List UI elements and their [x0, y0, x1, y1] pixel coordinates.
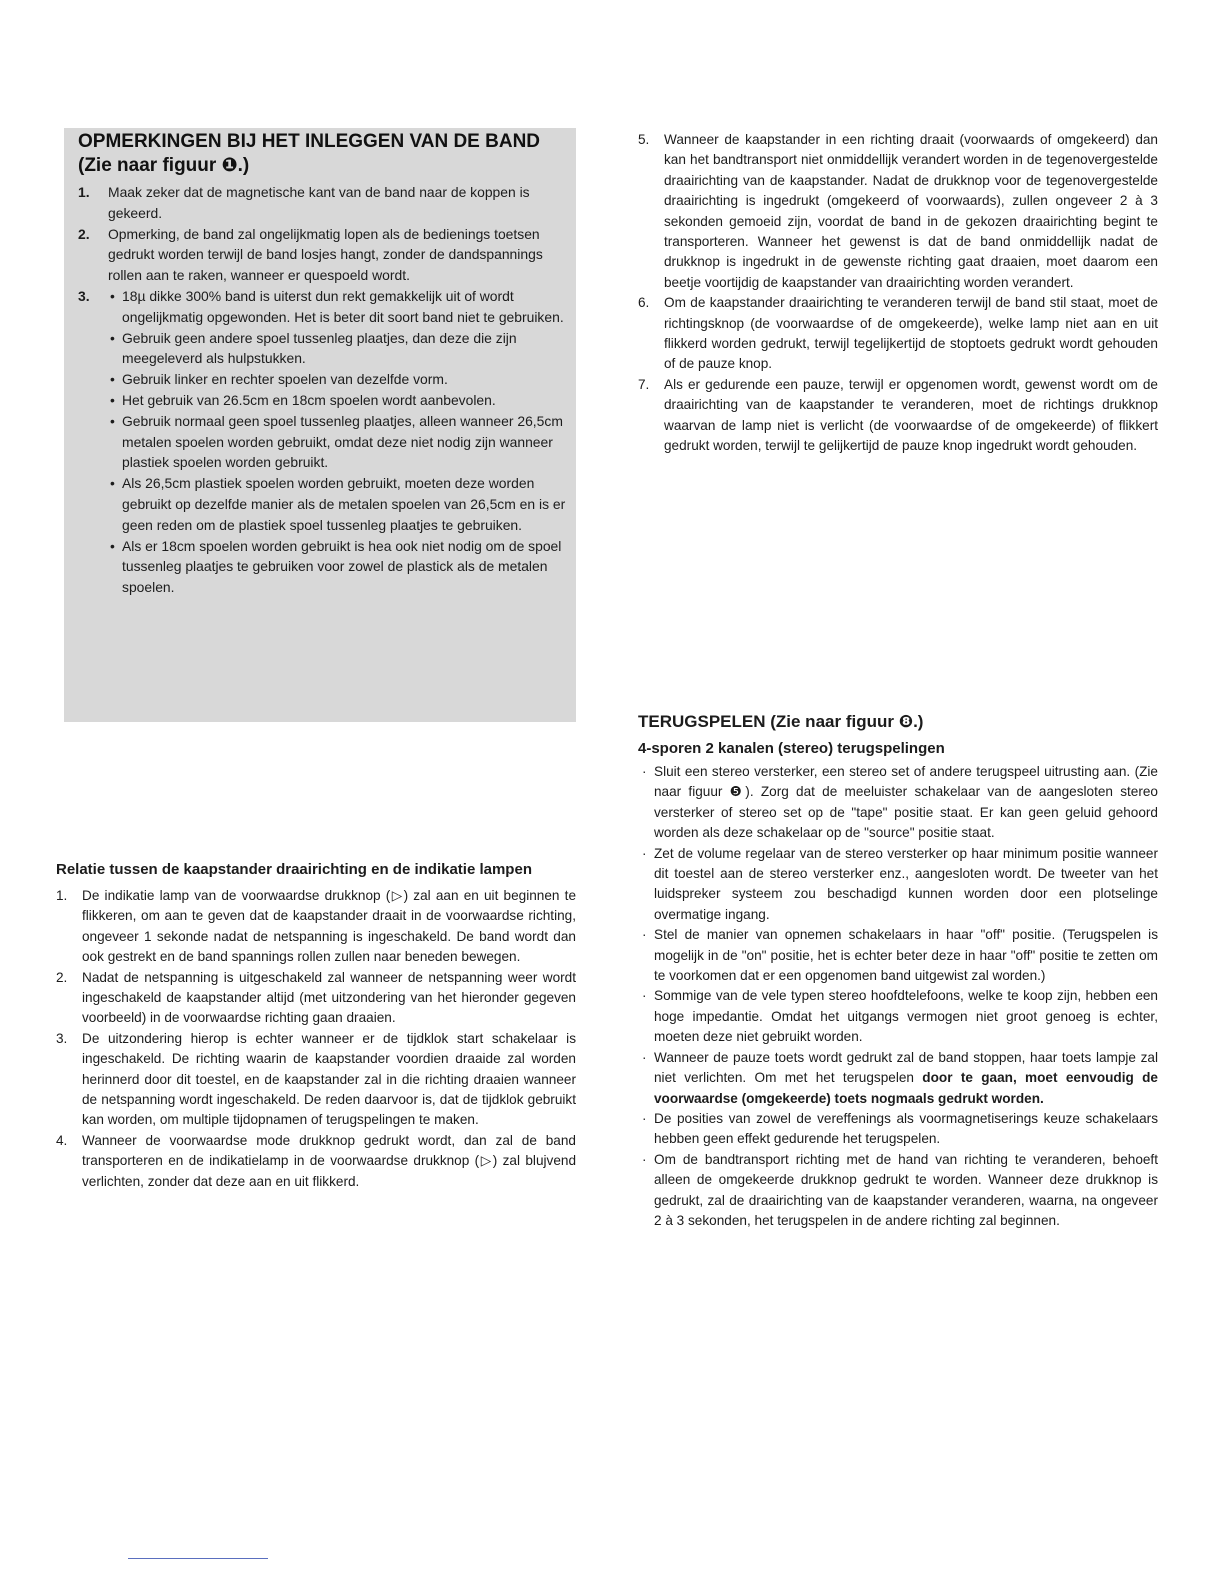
item-number: 1.: [78, 184, 90, 200]
notes-list: [78, 182, 568, 598]
bullet-item: [638, 986, 1158, 1047]
bullet-text: Sluit een stereo versterker, een stereo set of andere terugspeel uitrusting aan. (Zie naar figuur ❺). Zorg dat de meeluister schakelaar van de aangesloten stereo versterker of stereo set op de "tape" positie staat. Er kan geen geluid gehoord worden als deze schakelaar op de "source" positie staat.: [654, 764, 1158, 841]
item-number: 2.: [56, 969, 68, 985]
bullet-text: Om de bandtransport richting met de hand van richting te veranderen, behoeft alleen de omgekeerde drukknop gedrukt te worden. Wanneer deze drukknop is gedrukt, zal de draairichting van de kaapstander veranderen, waarna, na ongeveer 2 à 3 sekonden, het terugspelen in de andere richting zal beginnen.: [654, 1151, 1158, 1228]
bullet-item: [638, 925, 1158, 986]
relatie-title: Relatie tussen de kaapstander draairichting en de indikatie lampen: [56, 861, 532, 878]
item-text: Wanneer de voorwaardse mode drukknop gedrukt wordt, dan zal de band transporteren en de indikatielamp in de voorwaardse drukknop (▷) zal blujvend verlichten, zonder dat deze aan en uit flikkerd.: [82, 1132, 576, 1189]
notes-box: [64, 128, 576, 722]
item-text: De uitzondering hierop is echter wanneer er de tijdklok start schakelaar is ingeschakeld. De richting waarin de kaapstander voordien draaide zal worden herinnerd door dit toestel, en de kaapstander zal in die richting draaien wanneer de netspanning wordt ingeschakeld. De reden daarvoor is, dat de tijdklok gebruikt kan worden, om multiple tijdopnamen of terugspelingen te maken.: [82, 1030, 576, 1128]
item-number: 4.: [56, 1132, 68, 1148]
terugspelen-subtitle: 4-sporen 2 kanalen (stereo) terugspelingen: [638, 740, 945, 757]
list-item: [78, 286, 568, 598]
bullet-item: [108, 328, 568, 370]
bullet-icon: ·: [642, 845, 647, 861]
item-number: 2.: [78, 225, 90, 242]
list-item: [638, 293, 1158, 375]
relatie-section: [56, 858, 576, 1192]
bullet-text: Stel de manier van opnemen schakelaars in haar "off" positie. (Terugspelen is mogelijk in de "on" positie, het is echter beter deze in haar "off" positie te zetten om te voorkomen dat er een opgenomen band uitgewist zal worden.): [654, 927, 1158, 984]
bullet-icon: •: [110, 329, 115, 346]
bullet-item: [108, 286, 568, 328]
footer-rule: [128, 1558, 268, 1559]
bullet-text: Gebruik linker en rechter spoelen van dezelfde vorm.: [122, 371, 448, 388]
bullet-bold-text: door te gaan, moet eenvoudig de voorwaardse (omgekeerde) toets nogmaals gedrukt worden.: [654, 1070, 1158, 1106]
bullet-item: [108, 473, 568, 535]
item-text: Wanneer de kaapstander in een richting draait (voorwaards of omgekeerd) dan kan het bandtransport niet onmiddellijk verandert worden in de tegenovergestelde draairichting van de kaapstander. Nadat de drukknop voor de tegenovergestelde draairichting is ingedrukt (omgekeerd of voorwaards), zullen ongeveer 2 à 3 sekonden gemoeid zijn, voordat de band in de gekozen draairichting begint te transporteren. Wanneer het gewenst is dat de band onmiddellijk nadat de drukknop is ingedrukt in de gewenste richting gaat draaien, moet daarom een beetje voortijdig de kaapstander van draairichting worden verandert.: [664, 132, 1158, 290]
bullet-icon: •: [110, 475, 115, 492]
bullet-item: [108, 411, 568, 473]
relatie-list: [56, 886, 576, 1192]
list-item: [56, 1131, 576, 1192]
bullet-icon: •: [110, 537, 115, 554]
item-text: Als er gedurende een pauze, terwijl er opgenomen wordt, gewenst wordt om de draairichting van de kaapstander te veranderen, moet de richtings drukknop waarvan de lamp niet is verlicht (de voorwaardse of de omgekeerde) of flikkert gedrukt worden, terwijl te gelijkertijd de pauze knop ingedrukt wordt gehouden.: [664, 376, 1158, 454]
list-item: [638, 375, 1158, 457]
bullet-text: Sommige van de vele typen stereo hoofdtelefoons, welke te koop zijn, hebben een hoge impedantie. Omdat het uitgangs vermogen niet groot genoeg is echter, moeten deze niet gebruikt worden.: [654, 988, 1158, 1045]
item-text: De indikatie lamp van de voorwaardse drukknop (▷) zal aan en uit beginnen te flikkeren, om aan te geven dat de kaapstander draait in de voorwaardse richting, ongeveer 1 sekonde nadat de netspanning is ingeschakeld. De band wordt dan ook gestrekt en de band spannings rollen zullen naar beneden bewegen.: [82, 888, 576, 965]
item-text: Om de kaapstander draairichting te veranderen terwijl de band stil staat, moet de richtingsknop (de voorwaardse of de omgekeerde), welke lamp niet aan en uit flikkerd worden gedrukt, terwijl tegelijkertijd de stoptoets gedrukt wordt gehouden of de pauze knop.: [664, 295, 1158, 372]
bullet-text: Zet de volume regelaar van de stereo versterker op haar minimum positie wanneer dit toestel aan de stereo versterker enz., aangesloten wordt. De tweeter van het luidspreker systeem zou beschadigd kunnen worden door een plotselinge overmatige ingang.: [654, 845, 1158, 922]
item-text: Nadat de netspanning is uitgeschakeld zal wanneer de netspanning weer wordt ingeschakeld de kaapstander altijd (met uitzondering van het hieronder gegeven voorbeeld) in de voorwaardse richting gaan draaien.: [82, 969, 576, 1026]
bullet-icon: ·: [642, 1110, 647, 1126]
item-text: Opmerking, de band zal ongelijkmatig lopen als de bedienings toetsen gedrukt worden terwijl de band losjes hangt, zonder de dandspannings rollen aan te raken, wanneer er quespoeld wordt.: [108, 225, 543, 284]
item-number: 5.: [638, 132, 650, 147]
bullet-item: [638, 844, 1158, 926]
bullet-icon: ·: [642, 988, 647, 1004]
bullet-item: [108, 369, 568, 390]
bullet-text: 18µ dikke 300% band is uiterst dun rekt gemakkelijk uit of wordt ongelijkmatig opgewonden. Het is beter dit soort band niet te gebruiken.: [122, 287, 564, 325]
bullet-icon: ·: [642, 1049, 647, 1065]
bullet-item: [638, 762, 1158, 844]
terugspelen-section: [638, 710, 1158, 1231]
bullet-icon: ·: [642, 1151, 647, 1167]
bullet-text: Gebruik normaal geen spoel tussenleg plaatjes, alleen wanneer 26,5cm metalen spoelen worden gebruikt, omdat deze niet nodig zijn wanneer plastiek spoelen worden gebruikt.: [122, 412, 563, 471]
bullet-item: [638, 1048, 1158, 1109]
bullet-text: De posities van zowel de vereffenings als voormagnetiserings keuze schakelaars hebben geen effekt gedurende het terugspelen.: [654, 1110, 1158, 1147]
bullet-item: [108, 390, 568, 411]
item-text: Maak zeker dat de magnetische kant van de band naar de koppen is gekeerd.: [108, 184, 530, 221]
bullet-item: [108, 536, 568, 598]
bullet-text: Gebruik geen andere spoel tussenleg plaatjes, dan deze die zijn meegeleverd als hulpstukken.: [122, 329, 517, 367]
bullet-icon: •: [110, 391, 115, 408]
bullet-text: Wanneer de pauze toets wordt gedrukt zal de band stoppen, haar toets lampje zal niet verlichten. Om met het terugspelen: [654, 1049, 1158, 1086]
list-item: [638, 130, 1158, 293]
bullet-item: [638, 1109, 1158, 1150]
bullet-icon: ·: [642, 927, 647, 943]
list-item: [56, 1029, 576, 1131]
list-item: [56, 968, 576, 1029]
continued-list: [638, 130, 1158, 457]
notes-title: OPMERKINGEN BIJ HET INLEGGEN VAN DE BAND (Zie naar figuur ❶.): [78, 131, 541, 176]
item-number: 3.: [56, 1030, 68, 1046]
bullet-item: [638, 1150, 1158, 1232]
item-number: 1.: [56, 888, 68, 903]
bullet-icon: •: [110, 412, 115, 429]
bullet-icon: •: [110, 287, 115, 304]
bullet-text: Het gebruik van 26.5cm en 18cm spoelen wordt aanbevolen.: [122, 391, 496, 408]
list-item: [56, 886, 576, 968]
list-item: [78, 224, 568, 286]
bullet-icon: ·: [642, 764, 647, 779]
item-number: 7.: [638, 376, 650, 392]
bullet-icon: •: [110, 371, 115, 388]
bullet-text: Als 26,5cm plastiek spoelen worden gebruikt, moeten deze worden gebruikt op dezelfde manier als de metalen spoelen van 26,5cm en is er geen reden om de plastiek spoel tussenleg plaatjes te gebruiken.: [122, 475, 566, 533]
terugspelen-title: TERUGSPELEN (Zie naar figuur ❽.): [638, 712, 924, 731]
item-number: 6.: [638, 295, 650, 311]
terugspelen-list: [638, 762, 1158, 1231]
item-number: 3.: [78, 287, 90, 304]
bullet-text: Als er 18cm spoelen worden gebruikt is hea ook niet nodig om de spoel tussenleg plaatjes te gebruiken voor zowel de plastick als de metalen spoelen.: [122, 537, 562, 596]
list-item: [78, 182, 568, 224]
